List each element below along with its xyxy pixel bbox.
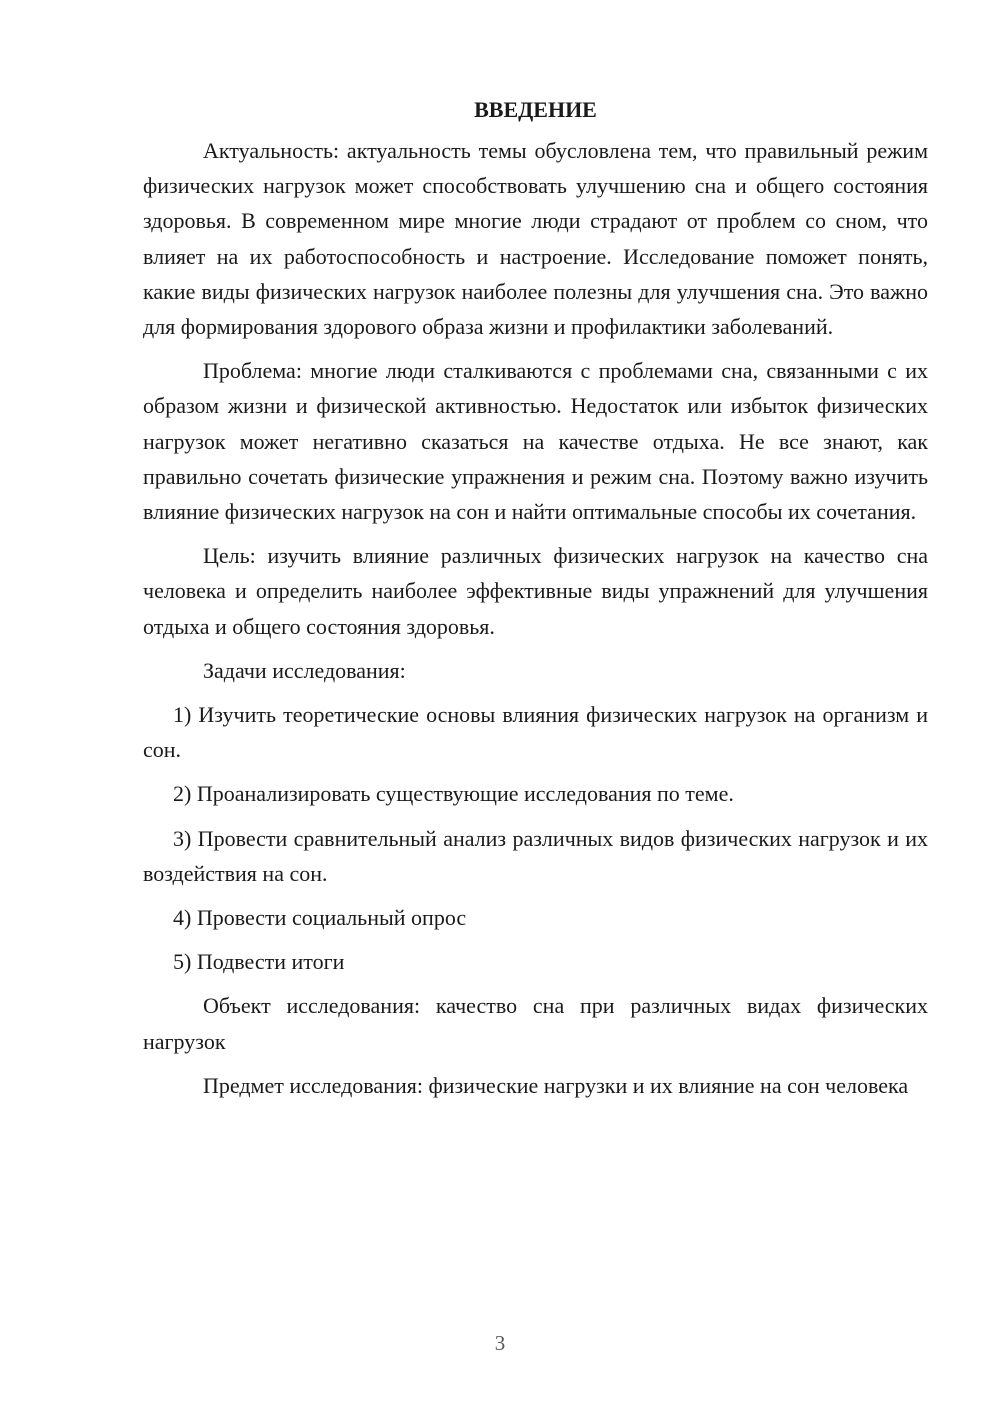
document-page bbox=[143, 92, 928, 1112]
task-item-2: 2) Проанализировать существующие исследования по теме. bbox=[173, 781, 734, 807]
goal-paragraph: Цель: изучить влияние различных физических нагрузок на качество сна человека и определить наиболее эффективные виды упражнений для улучшения отдыха и общего состояния здоровья. bbox=[143, 543, 928, 639]
page-number: 3 bbox=[494, 1331, 506, 1355]
task-item-5: 5) Подвести итоги bbox=[173, 949, 345, 975]
task-item-1: 1) Изучить теоретические основы влияния физических нагрузок на организм и сон. bbox=[143, 702, 928, 763]
task-item-3: 3) Провести сравнительный анализ различных видов физических нагрузок и их воздействия на сон. bbox=[143, 825, 928, 886]
task-item-4: 4) Провести социальный опрос bbox=[173, 905, 467, 931]
page-title: ВВЕДЕНИЕ bbox=[474, 97, 597, 122]
object-paragraph: Объект исследования: качество сна при различных видах физических нагрузок bbox=[143, 993, 928, 1054]
problem-paragraph: Проблема: многие люди сталкиваются с проблемами сна, связанными с их образом жизни и физической активностью. Недостаток или избыток физических нагрузок может негативно сказаться на качестве отдыха. Не все знают, как правильно сочетать физические упражнения и режим сна. Поэтому важно изучить влияние физических нагрузок на сон и найти оптимальные способы их сочетания. bbox=[143, 358, 928, 525]
relevance-paragraph: Актуальность: актуальность темы обусловлена тем, что правильный режим физических нагрузок может способствовать улучшению сна и общего состояния здоровья. В современном мире многие люди страдают от проблем со сном, что влияет на их работоспособность и настроение. Исследование поможет понять, какие виды физических нагрузок наиболее полезны для улучшения сна. Это важно для формирования здорового образа жизни и профилактики заболеваний. bbox=[143, 138, 928, 340]
subject-paragraph: Предмет исследования: физические нагрузки и их влияние на сон человека bbox=[203, 1072, 909, 1098]
tasks-heading: Задачи исследования: bbox=[203, 657, 406, 683]
